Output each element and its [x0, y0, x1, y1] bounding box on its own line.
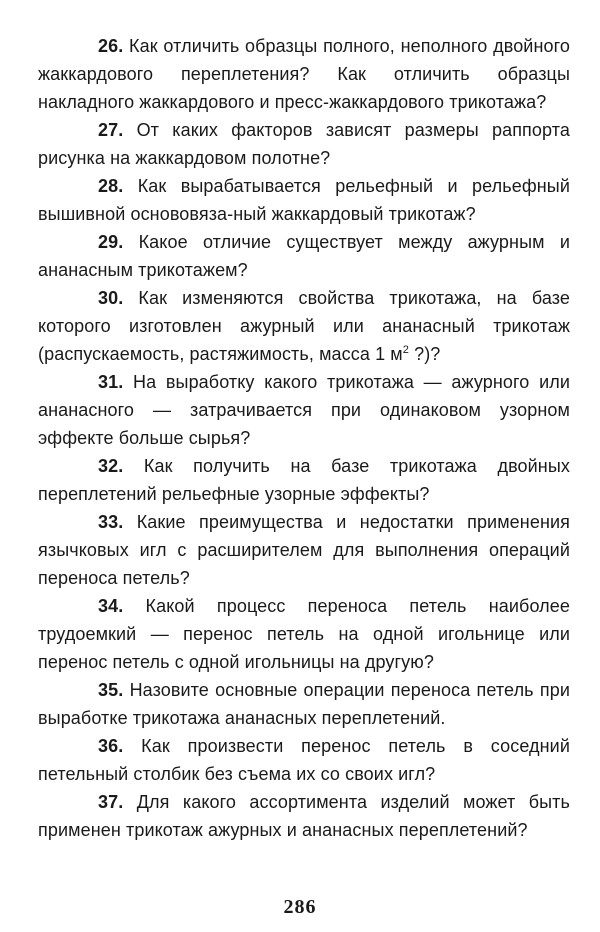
- question-26: [38, 32, 570, 116]
- question-number: 34.: [98, 596, 124, 616]
- question-number: 30.: [98, 288, 124, 308]
- question-number: 26.: [98, 36, 124, 56]
- question-number: 29.: [98, 232, 124, 252]
- page-number: 286: [283, 896, 317, 918]
- question-35: [38, 676, 570, 732]
- question-text: Какие преимущества и недостатки применения язычковых игл с расширителем для выполнения операций переноса петель?: [38, 512, 570, 588]
- question-text: Какое отличие существует между ажурным и ананасным трикотажем?: [38, 232, 570, 280]
- question-30: [38, 284, 570, 368]
- question-number: 36.: [98, 736, 124, 756]
- question-number: 37.: [98, 792, 124, 812]
- question-32: [38, 452, 570, 508]
- question-27: [38, 116, 570, 172]
- question-number: 35.: [98, 680, 124, 700]
- question-text: Как получить на базе трикотажа двойных переплетений рельефные узорные эффекты?: [38, 456, 570, 504]
- question-number: 31.: [98, 372, 124, 392]
- question-text: Как вырабатывается рельефный и рельефный вышивной основовяза-ный жаккардовый трикотаж?: [38, 176, 570, 224]
- question-text: Как отличить образцы полного, неполного двойного жаккардового переплетения? Как отличить образцы накладного жаккардового и пресс-жаккардового трикотажа?: [38, 36, 570, 112]
- question-text: Для какого ассортимента изделий может быть применен трикотаж ажурных и ананасных переплетений?: [38, 792, 571, 840]
- question-36: [38, 732, 570, 788]
- question-33: [38, 508, 570, 592]
- question-text: Какой процесс переноса петель наиболее трудоемкий — перенос петель на одной игольнице или перенос петель с одной игольницы на другую?: [38, 596, 570, 672]
- question-text: Как произвести перенос петель в соседний петельный столбик без съема их со своих игл?: [38, 736, 570, 784]
- question-37: [38, 788, 570, 844]
- question-number: 32.: [98, 456, 124, 476]
- question-number: 27.: [98, 120, 124, 140]
- superscript: 2: [402, 344, 409, 356]
- question-29: [38, 228, 570, 284]
- question-text-end: ?)?: [408, 344, 441, 364]
- question-number: 28.: [98, 176, 124, 196]
- question-34: [38, 592, 570, 676]
- question-31: [38, 368, 570, 452]
- question-28: [38, 172, 570, 228]
- page-content: [38, 32, 570, 844]
- question-text: На выработку какого трикотажа — ажурного или ананасного — затрачивается при одинаковом узорном эффекте больше сырья?: [38, 372, 570, 448]
- question-text: Назовите основные операции переноса петель при выработке трикотажа ананасных переплетений.: [38, 680, 570, 728]
- question-text: Как изменяются свойства трикотажа, на базе которого изготовлен ажурный или ананасный трикотаж (распускаемость, растяжимость, масса 1 м: [38, 288, 570, 364]
- question-number: 33.: [98, 512, 124, 532]
- question-text: От каких факторов зависят размеры раппорта рисунка на жаккардовом полотне?: [38, 120, 570, 168]
